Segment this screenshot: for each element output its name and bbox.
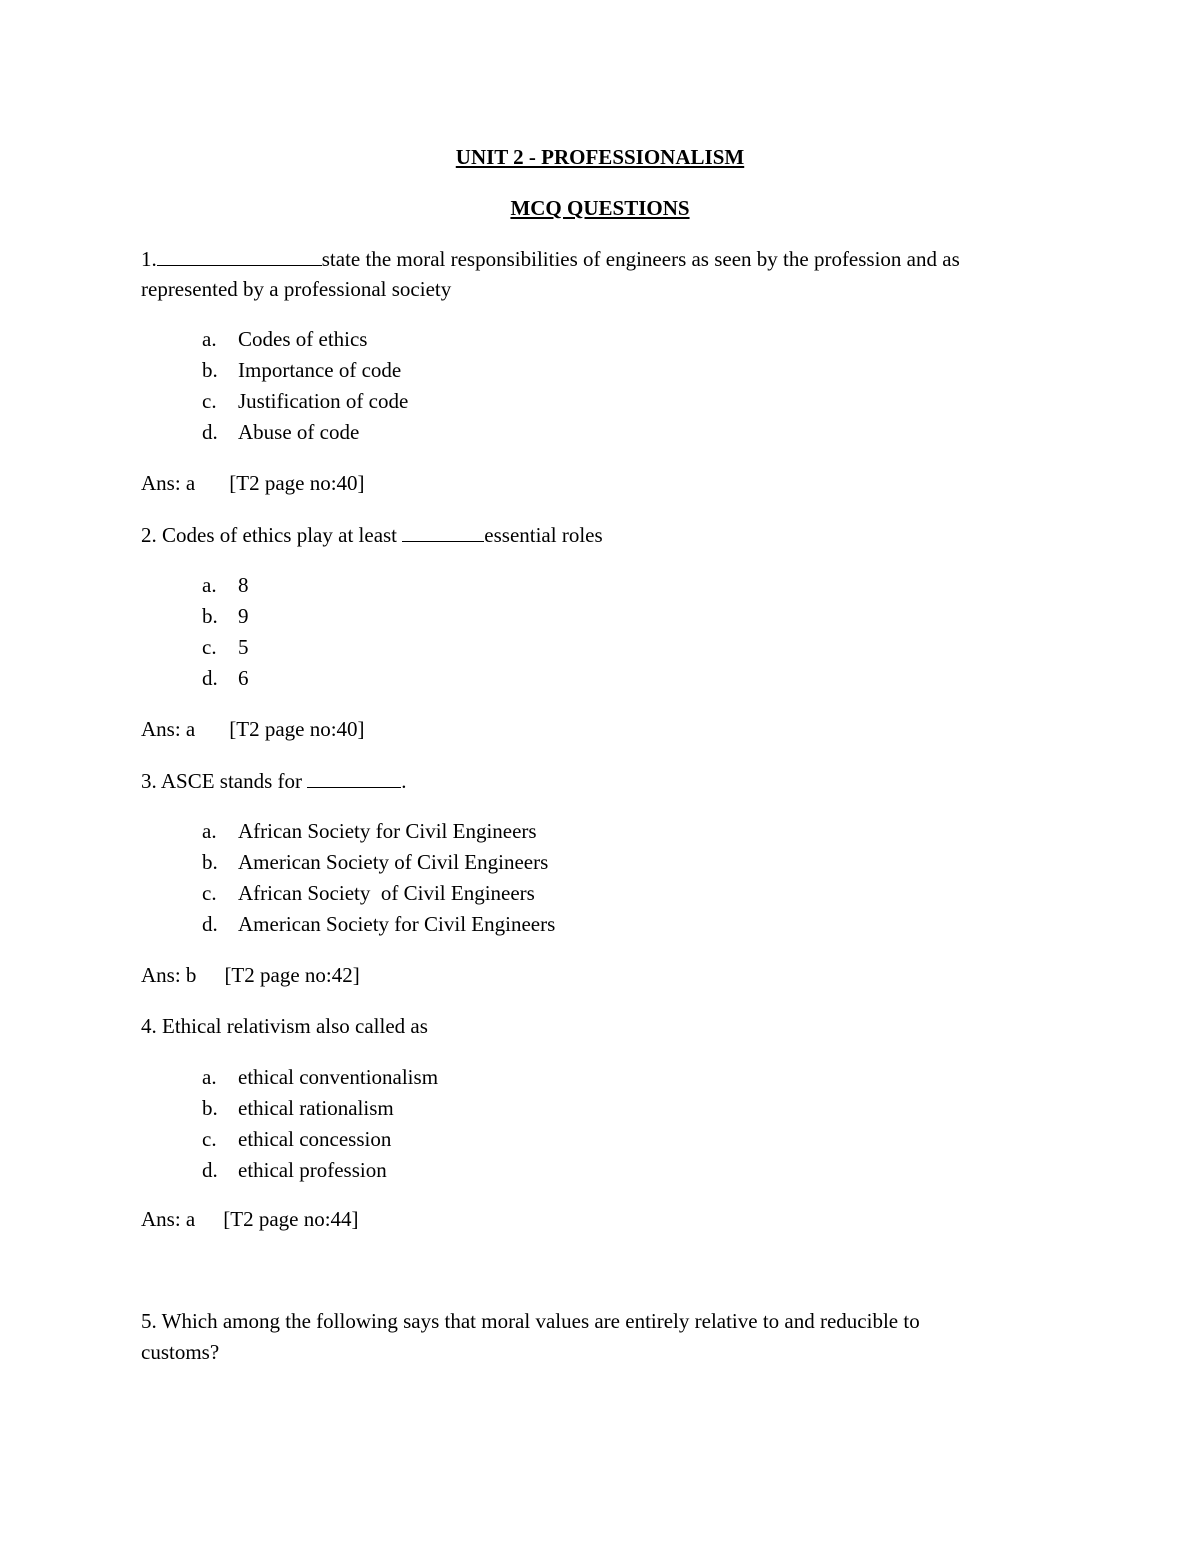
option-2a: a. 8	[202, 573, 249, 597]
question-number: 5.	[141, 1309, 157, 1333]
answer-2	[141, 717, 365, 741]
answer-reference: [T2 page no:44]	[223, 1207, 359, 1231]
question-number: 2.	[141, 523, 157, 547]
option-4b: b. ethical rationalism	[202, 1096, 394, 1120]
option-1a: a. Codes of ethics	[202, 327, 368, 351]
question-3	[141, 768, 407, 793]
answer-blank	[157, 246, 322, 266]
answer-label: Ans: a	[141, 717, 196, 741]
answer-4	[141, 1207, 359, 1231]
option-1b: b. Importance of code	[202, 358, 402, 382]
option-2b: b. 9	[202, 604, 249, 628]
answer-label: Ans: a	[141, 471, 196, 495]
option-3c: c. African Society of Civil Engineers	[202, 881, 535, 905]
question-number: 1.	[141, 247, 157, 271]
question-4	[141, 1014, 428, 1038]
question-5-line2: customs?	[141, 1340, 220, 1364]
option-4a: a. ethical conventionalism	[202, 1065, 439, 1089]
option-1c: c. Justification of code	[202, 389, 409, 413]
page-title: UNIT 2 - PROFESSIONALISM	[455, 145, 745, 169]
option-4d: d. ethical profession	[202, 1158, 387, 1182]
option-3a: a. African Society for Civil Engineers	[202, 819, 537, 843]
question-text: state the moral responsibilities of engineers as seen by the profession and as	[321, 247, 960, 271]
option-2d: d. 6	[202, 666, 249, 690]
answer-reference: [T2 page no:40]	[229, 471, 365, 495]
option-1d: d. Abuse of code	[202, 420, 360, 444]
question-1-line2: represented by a professional society	[141, 277, 452, 301]
question-text-after: .	[401, 769, 407, 793]
question-text: ASCE stands for	[160, 769, 303, 793]
question-2	[141, 522, 603, 547]
question-text: Ethical relativism also called as	[162, 1014, 428, 1038]
option-2c: c. 5	[202, 635, 249, 659]
answer-label: Ans: b	[141, 963, 197, 987]
question-text: Codes of ethics play at least	[162, 523, 398, 547]
question-number: 4.	[141, 1014, 157, 1038]
answer-label: Ans: a	[141, 1207, 196, 1231]
answer-3	[141, 963, 360, 987]
question-text-after: essential roles	[484, 523, 603, 547]
question-text: Which among the following says that moral values are entirely relative to and reducible to	[161, 1309, 920, 1333]
question-number: 3.	[141, 769, 157, 793]
option-3b: b. American Society of Civil Engineers	[202, 850, 549, 874]
question-1	[141, 246, 960, 271]
answer-blank	[402, 522, 484, 542]
section-subtitle: MCQ QUESTIONS	[510, 196, 690, 220]
answer-reference: [T2 page no:42]	[224, 963, 360, 987]
answer-reference: [T2 page no:40]	[229, 717, 365, 741]
answer-blank	[307, 768, 401, 788]
option-4c: c. ethical concession	[202, 1127, 392, 1151]
option-3d: d. American Society for Civil Engineers	[202, 912, 556, 936]
answer-1	[141, 471, 365, 495]
question-5	[141, 1309, 920, 1333]
